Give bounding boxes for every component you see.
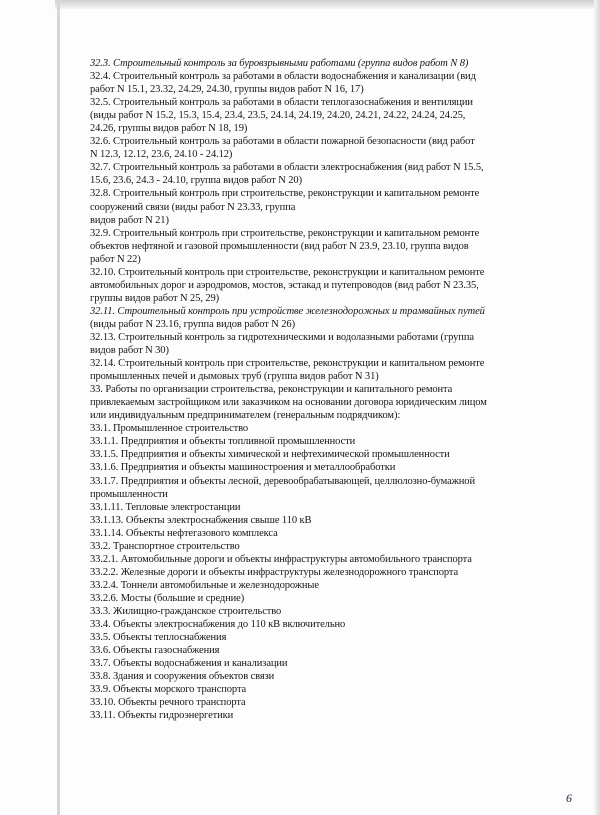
document-line: 33.3. Жилищно-гражданское строительство bbox=[90, 605, 282, 617]
document-line: группы видов работ N 25, 29) bbox=[90, 292, 220, 304]
document-line: 33.2.4. Тоннели автомобильные и железнодорожные bbox=[90, 579, 319, 591]
page-number: 6 bbox=[566, 791, 572, 805]
document-line: 32.7. Строительный контроль за работами в области электроснабжения (вид работ N 15.5, bbox=[90, 162, 484, 174]
document-line: 33.9. Объекты морского транспорта bbox=[90, 684, 247, 696]
document-line: 33.4. Объекты электроснабжения до 110 кВ включительно bbox=[90, 619, 346, 631]
document-line: (виды работ N 23.16, группа видов работ N 26) bbox=[90, 318, 295, 330]
document-line: 33.1.1. Предприятия и объекты топливной промышленности bbox=[90, 436, 356, 448]
document-line: 32.10. Строительный контроль при строительстве, реконструкции и капитальном ремонте bbox=[90, 266, 485, 278]
scan-left-edge bbox=[57, 0, 60, 815]
document-line: 33.2.2. Железные дороги и объекты инфраструктуры железнодорожного транспорта bbox=[90, 566, 459, 578]
document-line: 32.14. Строительный контроль при строительстве, реконструкции и капитальном ремонте bbox=[90, 358, 485, 370]
document-line: 15.6, 23.6, 24.3 - 24.10, группа видов работ N 20) bbox=[90, 175, 302, 187]
document-line: 32.8. Строительный контроль при строительстве, реконструкции и капитальном ремонте bbox=[90, 188, 480, 200]
document-line: 33.2.1. Автомобильные дороги и объекты инфраструктуры автомобильного транспорта bbox=[90, 553, 472, 565]
scan-top-edge bbox=[55, 0, 600, 9]
document-line: 33.1.5. Предприятия и объекты химической и нефтехимической промышленности bbox=[90, 449, 450, 461]
document-line: 33.1.14. Объекты нефтегазового комплекса bbox=[90, 527, 278, 539]
document-line: 33.1.11. Тепловые электростанции bbox=[90, 501, 241, 513]
document-line: 33.2.6. Мосты (большие и средние) bbox=[90, 592, 245, 604]
document-line: или индивидуальным предпринимателем (генеральным подрядчиком): bbox=[90, 410, 401, 422]
document-line: (виды работ N 15.2, 15.3, 15.4, 23.4, 23.5, 24.14, 24.19, 24.20, 24.21, 24.22, 24.24, 24.25, bbox=[90, 110, 466, 122]
document-line: 33.6. Объекты газоснабжения bbox=[90, 645, 220, 657]
document-line: видов работ N 21) bbox=[90, 214, 169, 226]
document-line: работ N 15.1, 23.32, 24.29, 24.30, группы видов работ N 16, 17) bbox=[90, 84, 364, 96]
document-line: 32.5. Строительный контроль за работами в области теплогазоснабжения и вентиляции bbox=[90, 97, 473, 109]
document-line: 33.1.6. Предприятия и объекты машиностроения и металлообработки bbox=[90, 462, 396, 474]
document-line: 32.4. Строительный контроль за работами в области водоснабжения и канализации (вид bbox=[90, 71, 476, 83]
document-line: видов работ N 30) bbox=[90, 345, 169, 357]
document-line: N 12.3, 12.12, 23.6, 24.10 - 24.12) bbox=[90, 149, 233, 161]
document-line: 33.5. Объекты теплоснабжения bbox=[90, 632, 227, 644]
document-line: 32.9. Строительный контроль при строительстве, реконструкции и капитальном ремонте bbox=[90, 227, 480, 239]
document-line: автомобильных дорог и аэродромов, мостов, эстакад и путепроводов (вид работ N 23.35, bbox=[90, 279, 479, 291]
document-body bbox=[90, 57, 522, 722]
document-line: 33.1. Промышленное строительство bbox=[90, 423, 249, 435]
document-line: 33.8. Здания и сооружения объектов связи bbox=[90, 671, 275, 683]
document-line: 33.1.7. Предприятия и объекты лесной, деревообрабатывающей, целлюлозно-бумажной bbox=[90, 475, 475, 487]
document-line: 33.1.13. Объекты электроснабжения свыше 110 кВ bbox=[90, 514, 312, 526]
document-line: 32.11. Строительный контроль при устройстве железнодорожных и трамвайных путей bbox=[90, 305, 485, 317]
document-line: 32.13. Строительный контроль за гидротехническими и водолазными работами (группа bbox=[90, 331, 474, 343]
document-line: 33.10. Объекты речного транспорта bbox=[90, 697, 246, 709]
document-line: 33.11. Объекты гидроэнергетики bbox=[90, 710, 234, 722]
document-line: промышленных печей и дымовых труб (группа видов работ N 31) bbox=[90, 371, 379, 383]
document-line: 32.6. Строительный контроль за работами в области пожарной безопасности (вид работ bbox=[90, 136, 475, 148]
document-line: 33.2. Транспортное строительство bbox=[90, 540, 240, 552]
document-line: 33.7. Объекты водоснабжения и канализации bbox=[90, 658, 288, 670]
document-line: промышленности bbox=[90, 488, 168, 500]
document-line: объектов нефтяной и газовой промышленности (вид работ N 23.9, 23.10, группа видов bbox=[90, 240, 469, 252]
document-line: 33. Работы по организации строительства, реконструкции и капитального ремонта bbox=[90, 384, 453, 396]
document-line: 32.3. Строительный контроль за буровзрывными работами (группа видов работ N 8) bbox=[90, 58, 469, 69]
scan-right-edge bbox=[594, 0, 600, 815]
document-line: работ N 22) bbox=[90, 253, 141, 265]
document-line: привлекаемым застройщиком или заказчиком на основании договора юридическим лицом bbox=[90, 397, 487, 409]
document-line: 24.26, группы видов работ N 18, 19) bbox=[90, 123, 248, 135]
document-line: сооружений связи (виды работ N 23.33, группа bbox=[90, 201, 296, 213]
